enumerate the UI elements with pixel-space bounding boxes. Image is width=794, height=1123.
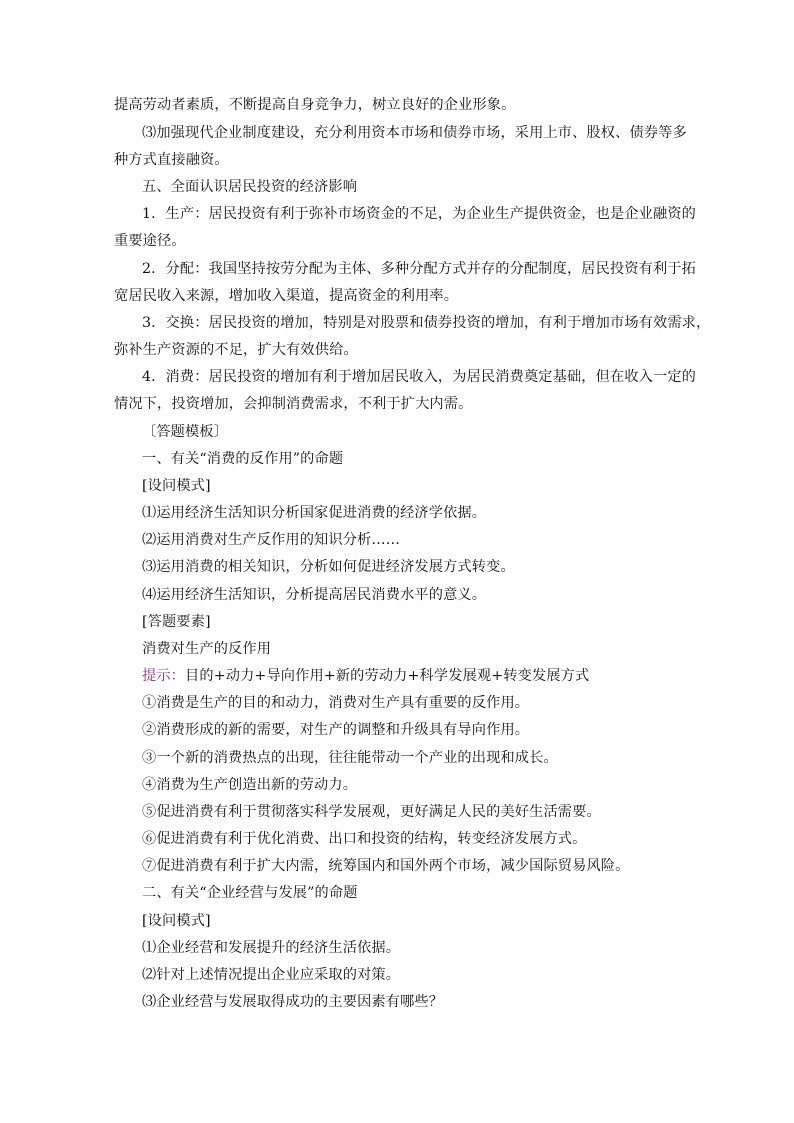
paragraph-line: 重要途径。 <box>114 233 186 249</box>
question-item: ⑶运用消费的相关知识，分析如何促进经济发展方式转变。 <box>142 559 515 575</box>
section-label: 〔答题模板〕 <box>142 424 229 440</box>
question-item: ⑴运用经济生活知识分析国家促进消费的经济学依据。 <box>142 505 487 521</box>
subsection-label: [设问模式] <box>142 913 211 929</box>
subsection-label: [答题要素] <box>142 614 211 630</box>
question-item: ⑶企业经营与发展取得成功的主要因素有哪些？ <box>142 994 444 1010</box>
section-heading: 二、有关“企业经营与发展”的命题 <box>142 885 358 901</box>
hint-line <box>142 667 589 685</box>
paragraph-line: ⑶加强现代企业制度建设，充分利用资本市场和债券市场，采用上市、股权、债券等多 <box>142 125 687 141</box>
paragraph-line: 种方式直接融资。 <box>114 152 229 168</box>
answer-item: ⑥促进消费有利于优化消费、出口和投资的结构，转变经济发展方式。 <box>142 831 587 847</box>
paragraph-line: 3．交换：居民投资的增加，特别是对股票和债券投资的增加，有利于增加市场有效需求， <box>142 315 711 331</box>
answer-item: ①消费是生产的目的和动力，消费对生产具有重要的反作用。 <box>142 695 530 711</box>
answer-item: ⑦促进消费有利于扩大内需，统筹国内和国外两个市场，减少国际贸易风险。 <box>142 858 630 874</box>
paragraph-line: 宽居民收入来源，增加收入渠道，提高资金的利用率。 <box>114 288 459 304</box>
paragraph-line: 提高劳动者素质，不断提高自身竞争力，树立良好的企业形象。 <box>114 97 516 113</box>
section-heading: 一、有关“消费的反作用”的命题 <box>142 451 344 467</box>
question-item: ⑵针对上述情况提出企业应采取的对策。 <box>142 967 401 983</box>
hint-text: 目的+动力+导向作用+新的劳动力+科学发展观+转变发展方式 <box>185 668 590 684</box>
paragraph-line: 1．生产：居民投资有利于弥补市场资金的不足，为企业生产提供资金，也是企业融资的 <box>142 206 697 222</box>
paragraph-line: 2．分配：我国坚持按劳分配为主体、多种分配方式并存的分配制度，居民投资有利于拓 <box>142 261 697 277</box>
hint-label: 提示： <box>142 668 186 684</box>
answer-item: ④消费为生产创造出新的劳动力。 <box>142 777 358 793</box>
paragraph-line: 4．消费：居民投资的增加有利于增加居民收入，为居民消费奠定基础，但在收入一定的 <box>142 369 697 385</box>
paragraph-line: 消费对生产的反作用 <box>142 641 272 657</box>
paragraph-line: 弥补生产资源的不足，扩大有效供给。 <box>114 342 358 358</box>
subsection-label: [设问模式] <box>142 478 211 494</box>
question-item: ⑴企业经营和发展提升的经济生活依据。 <box>142 940 401 956</box>
question-item: ⑷运用经济生活知识，分析提高居民消费水平的意义。 <box>142 587 487 603</box>
section-heading: 五、全面认识居民投资的经济影响 <box>142 179 358 195</box>
question-item: ⑵运用消费对生产反作用的知识分析…… <box>142 532 401 548</box>
answer-item: ③一个新的消费热点的出现，往往能带动一个产业的出现和成长。 <box>142 750 558 766</box>
answer-item: ②消费形成的新的需要，对生产的调整和升级具有导向作用。 <box>142 722 530 738</box>
answer-item: ⑤促进消费有利于贯彻落实科学发展观，更好满足人民的美好生活需要。 <box>142 804 601 820</box>
paragraph-line: 情况下，投资增加，会抑制消费需求，不利于扩大内需。 <box>114 396 473 412</box>
